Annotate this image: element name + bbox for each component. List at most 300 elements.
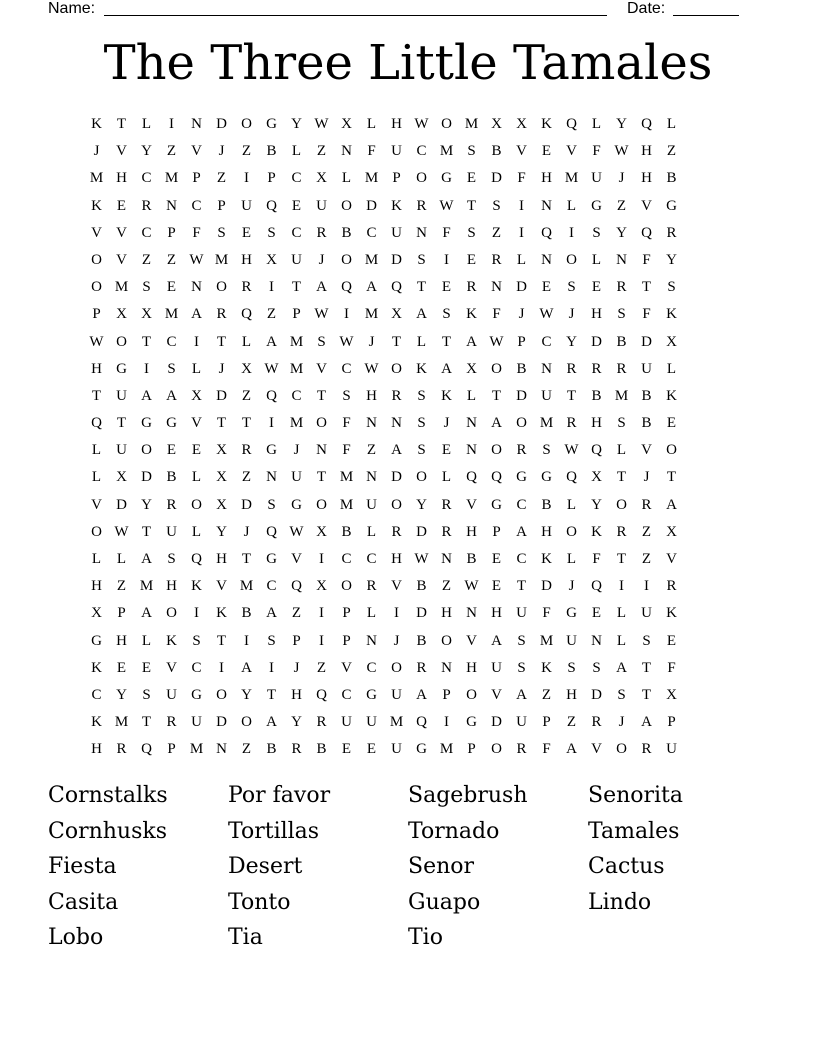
grid-letter[interactable]: P — [292, 306, 301, 323]
grid-letter[interactable]: V — [391, 578, 402, 595]
grid-letter[interactable]: R — [441, 496, 452, 513]
grid-letter[interactable]: T — [391, 333, 402, 350]
grid-letter[interactable]: G — [516, 469, 527, 486]
grid-letter[interactable]: R — [141, 197, 152, 214]
grid-letter[interactable]: F — [342, 442, 351, 459]
grid-letter[interactable]: G — [441, 170, 452, 187]
grid-letter[interactable]: T — [641, 279, 652, 296]
grid-letter[interactable]: A — [566, 741, 577, 758]
grid-letter[interactable]: P — [192, 170, 201, 187]
grid-letter[interactable]: R — [491, 251, 502, 268]
grid-letter[interactable]: P — [517, 333, 526, 350]
grid-letter[interactable]: L — [141, 116, 152, 132]
grid-letter[interactable]: D — [116, 496, 127, 513]
grid-letter[interactable]: T — [216, 632, 227, 649]
grid-letter[interactable]: S — [417, 415, 426, 432]
grid-letter[interactable]: P — [167, 224, 176, 241]
grid-letter[interactable]: Q — [141, 741, 152, 758]
grid-letter[interactable]: H — [541, 523, 552, 540]
grid-letter[interactable]: E — [591, 605, 602, 622]
grid-letter[interactable]: Z — [316, 143, 327, 160]
grid-letter[interactable]: G — [491, 496, 502, 513]
grid-letter[interactable]: Z — [316, 659, 327, 676]
grid-letter[interactable]: A — [491, 632, 502, 649]
grid-letter[interactable]: W — [464, 578, 479, 595]
grid-letter[interactable]: B — [416, 632, 427, 649]
grid-letter[interactable]: V — [116, 143, 127, 160]
grid-letter[interactable]: U — [391, 741, 402, 758]
grid-letter[interactable]: G — [116, 360, 127, 377]
grid-letter[interactable]: D — [216, 387, 227, 404]
grid-letter[interactable]: O — [391, 496, 402, 513]
grid-letter[interactable]: J — [318, 251, 325, 268]
grid-letter[interactable]: R — [291, 741, 302, 758]
grid-letter[interactable]: C — [416, 143, 427, 160]
grid-letter[interactable]: X — [391, 306, 402, 323]
grid-letter[interactable]: A — [141, 605, 152, 622]
grid-letter[interactable]: J — [618, 170, 625, 187]
grid-letter[interactable]: Z — [641, 523, 652, 540]
grid-letter[interactable]: Z — [141, 251, 152, 268]
grid-letter[interactable]: X — [216, 442, 227, 459]
grid-letter[interactable]: M — [364, 251, 379, 268]
grid-letter[interactable]: R — [441, 523, 452, 540]
grid-letter[interactable]: K — [91, 197, 102, 214]
grid-letter[interactable]: H — [241, 251, 252, 268]
grid-letter[interactable]: O — [91, 279, 102, 296]
grid-letter[interactable]: R — [416, 197, 427, 214]
grid-letter[interactable]: Y — [241, 686, 252, 703]
grid-letter[interactable]: T — [441, 333, 452, 350]
grid-letter[interactable]: J — [243, 523, 250, 540]
grid-letter[interactable]: R — [366, 578, 377, 595]
grid-letter[interactable]: X — [666, 333, 677, 350]
grid-letter[interactable]: W — [89, 333, 104, 350]
grid-letter[interactable]: V — [466, 496, 477, 513]
grid-letter[interactable]: F — [517, 170, 526, 187]
grid-letter[interactable]: Z — [166, 251, 177, 268]
grid-letter[interactable]: K — [416, 360, 427, 377]
grid-letter[interactable]: J — [443, 415, 450, 432]
grid-letter[interactable]: B — [641, 387, 652, 404]
grid-letter[interactable]: K — [666, 387, 677, 404]
grid-letter[interactable]: D — [391, 469, 402, 486]
grid-letter[interactable]: Z — [166, 143, 177, 160]
grid-letter[interactable]: I — [444, 714, 449, 731]
grid-letter[interactable]: L — [191, 469, 202, 486]
grid-letter[interactable]: V — [91, 496, 102, 513]
grid-letter[interactable]: C — [166, 333, 177, 350]
grid-letter[interactable]: L — [566, 496, 577, 513]
grid-letter[interactable]: T — [241, 551, 252, 567]
grid-letter[interactable]: X — [91, 605, 102, 622]
grid-letter[interactable]: Q — [241, 306, 252, 323]
grid-letter[interactable]: O — [491, 741, 502, 758]
grid-letter[interactable]: T — [416, 279, 427, 296]
grid-letter[interactable]: O — [666, 442, 677, 459]
grid-letter[interactable]: C — [191, 197, 202, 214]
grid-letter[interactable]: H — [116, 170, 127, 187]
grid-letter[interactable]: G — [91, 632, 102, 649]
grid-letter[interactable]: A — [316, 279, 327, 296]
grid-letter[interactable]: L — [516, 251, 527, 268]
grid-letter[interactable]: I — [319, 632, 324, 649]
grid-letter[interactable]: Y — [116, 686, 127, 703]
grid-letter[interactable]: H — [291, 686, 302, 703]
grid-letter[interactable]: F — [592, 551, 601, 567]
grid-letter[interactable]: P — [117, 605, 126, 622]
grid-letter[interactable]: P — [92, 306, 101, 323]
grid-letter[interactable]: S — [517, 659, 526, 676]
grid-letter[interactable]: T — [566, 387, 577, 404]
grid-letter[interactable]: S — [167, 360, 176, 377]
grid-letter[interactable]: N — [341, 143, 352, 160]
grid-letter[interactable]: R — [616, 279, 627, 296]
grid-letter[interactable]: L — [616, 605, 627, 622]
grid-letter[interactable]: T — [241, 415, 252, 432]
grid-letter[interactable]: C — [341, 360, 352, 377]
grid-letter[interactable]: V — [216, 578, 227, 595]
grid-letter[interactable]: E — [166, 442, 177, 459]
grid-letter[interactable]: K — [216, 605, 227, 622]
grid-letter[interactable]: E — [191, 442, 202, 459]
grid-letter[interactable]: W — [114, 523, 129, 540]
grid-letter[interactable]: B — [316, 741, 327, 758]
grid-letter[interactable]: B — [266, 143, 277, 160]
grid-letter[interactable]: L — [566, 551, 577, 567]
grid-letter[interactable]: N — [616, 251, 627, 268]
grid-letter[interactable]: T — [666, 469, 677, 486]
grid-letter[interactable]: S — [667, 279, 676, 296]
grid-letter[interactable]: E — [541, 143, 552, 160]
grid-letter[interactable]: Q — [591, 442, 602, 459]
grid-letter[interactable]: S — [267, 224, 276, 241]
grid-letter[interactable]: X — [666, 686, 677, 703]
grid-letter[interactable]: B — [466, 551, 477, 567]
grid-letter[interactable]: P — [292, 632, 301, 649]
grid-letter[interactable]: S — [542, 442, 551, 459]
grid-letter[interactable]: P — [167, 741, 176, 758]
grid-letter[interactable]: O — [341, 578, 352, 595]
grid-letter[interactable]: N — [191, 279, 202, 296]
grid-letter[interactable]: B — [641, 415, 652, 432]
grid-letter[interactable]: W — [314, 306, 329, 323]
grid-letter[interactable]: S — [617, 415, 626, 432]
grid-letter[interactable]: Q — [591, 578, 602, 595]
grid-letter[interactable]: D — [541, 578, 552, 595]
grid-letter[interactable]: Z — [616, 197, 627, 214]
grid-letter[interactable]: K — [91, 714, 102, 731]
grid-letter[interactable]: E — [166, 279, 177, 296]
grid-letter[interactable]: V — [191, 415, 202, 432]
grid-letter[interactable]: I — [244, 170, 249, 187]
grid-letter[interactable]: V — [466, 632, 477, 649]
grid-letter[interactable]: F — [492, 306, 501, 323]
grid-letter[interactable]: I — [194, 333, 199, 350]
grid-letter[interactable]: T — [316, 469, 327, 486]
grid-letter[interactable]: U — [341, 714, 352, 731]
grid-letter[interactable]: A — [441, 360, 452, 377]
grid-letter[interactable]: U — [191, 714, 202, 731]
grid-letter[interactable]: S — [192, 632, 201, 649]
grid-letter[interactable]: U — [566, 632, 577, 649]
grid-letter[interactable]: J — [293, 659, 300, 676]
grid-letter[interactable]: T — [641, 686, 652, 703]
grid-letter[interactable]: C — [291, 224, 302, 241]
grid-letter[interactable]: U — [666, 741, 677, 758]
grid-letter[interactable]: S — [217, 224, 226, 241]
grid-letter[interactable]: H — [591, 306, 602, 323]
grid-letter[interactable]: X — [141, 306, 152, 323]
grid-letter[interactable]: X — [316, 170, 327, 187]
grid-letter[interactable]: C — [516, 496, 527, 513]
grid-letter[interactable]: I — [219, 659, 224, 676]
grid-letter[interactable]: E — [466, 251, 477, 268]
grid-letter[interactable]: U — [366, 714, 377, 731]
grid-letter[interactable]: V — [641, 197, 652, 214]
grid-letter[interactable]: Q — [266, 523, 277, 540]
grid-letter[interactable]: X — [116, 306, 127, 323]
grid-letter[interactable]: T — [491, 387, 502, 404]
grid-letter[interactable]: E — [541, 279, 552, 296]
grid-letter[interactable]: Y — [416, 496, 427, 513]
grid-letter[interactable]: O — [616, 496, 627, 513]
grid-letter[interactable]: V — [641, 442, 652, 459]
grid-letter[interactable]: Z — [541, 686, 552, 703]
grid-letter[interactable]: G — [191, 686, 202, 703]
grid-letter[interactable]: L — [291, 143, 302, 160]
grid-letter[interactable]: W — [289, 523, 304, 540]
grid-letter[interactable]: X — [191, 387, 202, 404]
grid-letter[interactable]: X — [666, 523, 677, 540]
grid-letter[interactable]: L — [591, 116, 602, 132]
grid-letter[interactable]: H — [216, 551, 227, 567]
grid-letter[interactable]: L — [116, 551, 127, 567]
grid-letter[interactable]: U — [241, 197, 252, 214]
grid-letter[interactable]: F — [192, 224, 201, 241]
grid-letter[interactable]: F — [642, 306, 651, 323]
grid-letter[interactable]: O — [216, 279, 227, 296]
grid-letter[interactable]: N — [541, 251, 552, 268]
grid-letter[interactable]: W — [489, 333, 504, 350]
grid-letter[interactable]: T — [316, 387, 327, 404]
grid-letter[interactable]: Z — [241, 741, 252, 758]
grid-letter[interactable]: I — [644, 578, 649, 595]
grid-letter[interactable]: X — [116, 469, 127, 486]
grid-letter[interactable]: W — [539, 306, 554, 323]
grid-letter[interactable]: W — [414, 551, 429, 567]
grid-letter[interactable]: K — [541, 116, 552, 132]
grid-letter[interactable]: T — [216, 415, 227, 432]
grid-letter[interactable]: T — [141, 333, 152, 350]
grid-letter[interactable]: L — [366, 605, 377, 622]
grid-letter[interactable]: O — [466, 686, 477, 703]
grid-letter[interactable]: G — [266, 116, 277, 132]
grid-letter[interactable]: J — [368, 333, 375, 350]
grid-letter[interactable]: A — [141, 551, 152, 567]
grid-letter[interactable]: Z — [366, 442, 377, 459]
grid-letter[interactable]: W — [564, 442, 579, 459]
grid-letter[interactable]: M — [464, 116, 479, 132]
grid-letter[interactable]: Q — [416, 714, 427, 731]
grid-letter[interactable]: I — [519, 197, 524, 214]
grid-letter[interactable]: M — [164, 306, 179, 323]
name-field-line[interactable] — [104, 15, 607, 16]
grid-letter[interactable]: U — [166, 523, 177, 540]
grid-letter[interactable]: P — [392, 170, 401, 187]
grid-letter[interactable]: E — [491, 551, 502, 567]
grid-letter[interactable]: N — [466, 605, 477, 622]
grid-letter[interactable]: X — [591, 469, 602, 486]
grid-letter[interactable]: U — [291, 251, 302, 268]
grid-letter[interactable]: S — [517, 632, 526, 649]
grid-letter[interactable]: D — [416, 523, 427, 540]
grid-letter[interactable]: H — [641, 170, 652, 187]
grid-letter[interactable]: S — [617, 686, 626, 703]
grid-letter[interactable]: V — [591, 741, 602, 758]
grid-letter[interactable]: A — [516, 686, 527, 703]
grid-letter[interactable]: Q — [91, 415, 102, 432]
grid-letter[interactable]: M — [289, 360, 304, 377]
grid-letter[interactable]: O — [516, 415, 527, 432]
grid-letter[interactable]: R — [566, 415, 577, 432]
grid-letter[interactable]: D — [366, 197, 377, 214]
grid-letter[interactable]: Z — [241, 143, 252, 160]
grid-letter[interactable]: H — [591, 415, 602, 432]
grid-letter[interactable]: H — [541, 170, 552, 187]
grid-letter[interactable]: D — [591, 686, 602, 703]
grid-letter[interactable]: U — [516, 714, 527, 731]
date-field-line[interactable] — [673, 15, 739, 16]
grid-letter[interactable]: E — [141, 659, 152, 676]
grid-letter[interactable]: R — [616, 523, 627, 540]
grid-letter[interactable]: S — [617, 306, 626, 323]
grid-letter[interactable]: M — [139, 578, 154, 595]
grid-letter[interactable]: N — [541, 197, 552, 214]
grid-letter[interactable]: Z — [266, 306, 277, 323]
grid-letter[interactable]: A — [641, 714, 652, 731]
grid-letter[interactable]: H — [641, 143, 652, 160]
grid-letter[interactable]: T — [141, 523, 152, 540]
grid-letter[interactable]: T — [266, 686, 277, 703]
grid-letter[interactable]: O — [566, 251, 577, 268]
grid-letter[interactable]: I — [394, 605, 399, 622]
grid-letter[interactable]: G — [666, 197, 677, 214]
grid-letter[interactable]: U — [491, 659, 502, 676]
grid-letter[interactable]: O — [441, 632, 452, 649]
grid-letter[interactable]: R — [116, 741, 127, 758]
grid-letter[interactable]: D — [216, 116, 227, 132]
grid-letter[interactable]: J — [568, 306, 575, 323]
grid-letter[interactable]: Y — [616, 224, 627, 241]
grid-letter[interactable]: Z — [441, 578, 452, 595]
grid-letter[interactable]: L — [366, 116, 377, 132]
grid-letter[interactable]: P — [542, 714, 551, 731]
grid-letter[interactable]: Q — [291, 578, 302, 595]
grid-letter[interactable]: K — [166, 632, 177, 649]
grid-letter[interactable]: N — [441, 659, 452, 676]
grid-letter[interactable]: R — [391, 387, 402, 404]
grid-letter[interactable]: G — [416, 741, 427, 758]
grid-letter[interactable]: U — [391, 143, 402, 160]
grid-letter[interactable]: R — [241, 442, 252, 459]
grid-letter[interactable]: R — [241, 279, 252, 296]
grid-letter[interactable]: V — [491, 686, 502, 703]
grid-letter[interactable]: Y — [291, 714, 302, 731]
grid-letter[interactable]: E — [491, 578, 502, 595]
grid-letter[interactable]: N — [191, 116, 202, 132]
grid-letter[interactable]: I — [244, 632, 249, 649]
grid-letter[interactable]: O — [241, 714, 252, 731]
grid-letter[interactable]: P — [492, 523, 501, 540]
grid-letter[interactable]: R — [216, 306, 227, 323]
grid-letter[interactable]: M — [289, 415, 304, 432]
grid-letter[interactable]: M — [289, 333, 304, 350]
grid-letter[interactable]: R — [591, 714, 602, 731]
grid-letter[interactable]: V — [116, 224, 127, 241]
grid-letter[interactable]: X — [341, 116, 352, 132]
grid-letter[interactable]: R — [516, 741, 527, 758]
grid-letter[interactable]: W — [414, 116, 429, 132]
grid-letter[interactable]: M — [539, 632, 554, 649]
grid-letter[interactable]: B — [591, 387, 602, 404]
grid-letter[interactable]: R — [641, 741, 652, 758]
grid-letter[interactable]: R — [316, 224, 327, 241]
grid-letter[interactable]: P — [467, 741, 476, 758]
grid-letter[interactable]: L — [416, 333, 427, 350]
grid-letter[interactable]: E — [341, 741, 352, 758]
grid-letter[interactable]: C — [366, 224, 377, 241]
grid-letter[interactable]: Q — [541, 224, 552, 241]
grid-letter[interactable]: E — [591, 279, 602, 296]
grid-letter[interactable]: M — [114, 714, 129, 731]
grid-letter[interactable]: A — [266, 714, 277, 731]
grid-letter[interactable]: E — [441, 279, 452, 296]
grid-letter[interactable]: H — [166, 578, 177, 595]
grid-letter[interactable]: V — [166, 659, 177, 676]
grid-letter[interactable]: H — [391, 551, 402, 567]
grid-letter[interactable]: O — [216, 686, 227, 703]
grid-letter[interactable]: A — [166, 387, 177, 404]
grid-letter[interactable]: U — [116, 442, 127, 459]
grid-letter[interactable]: G — [166, 415, 177, 432]
grid-letter[interactable]: S — [567, 659, 576, 676]
grid-letter[interactable]: D — [241, 496, 252, 513]
grid-letter[interactable]: Y — [216, 523, 227, 540]
grid-letter[interactable]: A — [366, 279, 377, 296]
grid-letter[interactable]: R — [466, 279, 477, 296]
grid-letter[interactable]: J — [293, 442, 300, 459]
grid-letter[interactable]: W — [614, 143, 629, 160]
grid-letter[interactable]: N — [166, 197, 177, 214]
grid-letter[interactable]: O — [391, 360, 402, 377]
grid-letter[interactable]: T — [141, 714, 152, 731]
grid-letter[interactable]: L — [566, 197, 577, 214]
grid-letter[interactable]: N — [216, 741, 227, 758]
grid-letter[interactable]: L — [91, 551, 102, 567]
grid-letter[interactable]: C — [141, 224, 152, 241]
grid-letter[interactable]: V — [91, 224, 102, 241]
grid-letter[interactable]: U — [541, 387, 552, 404]
grid-letter[interactable]: K — [91, 659, 102, 676]
grid-letter[interactable]: O — [441, 116, 452, 132]
grid-letter[interactable]: N — [491, 279, 502, 296]
grid-letter[interactable]: A — [141, 387, 152, 404]
grid-letter[interactable]: M — [564, 170, 579, 187]
grid-letter[interactable]: Q — [191, 551, 202, 567]
grid-letter[interactable]: Y — [666, 251, 677, 268]
grid-letter[interactable]: G — [266, 551, 277, 567]
